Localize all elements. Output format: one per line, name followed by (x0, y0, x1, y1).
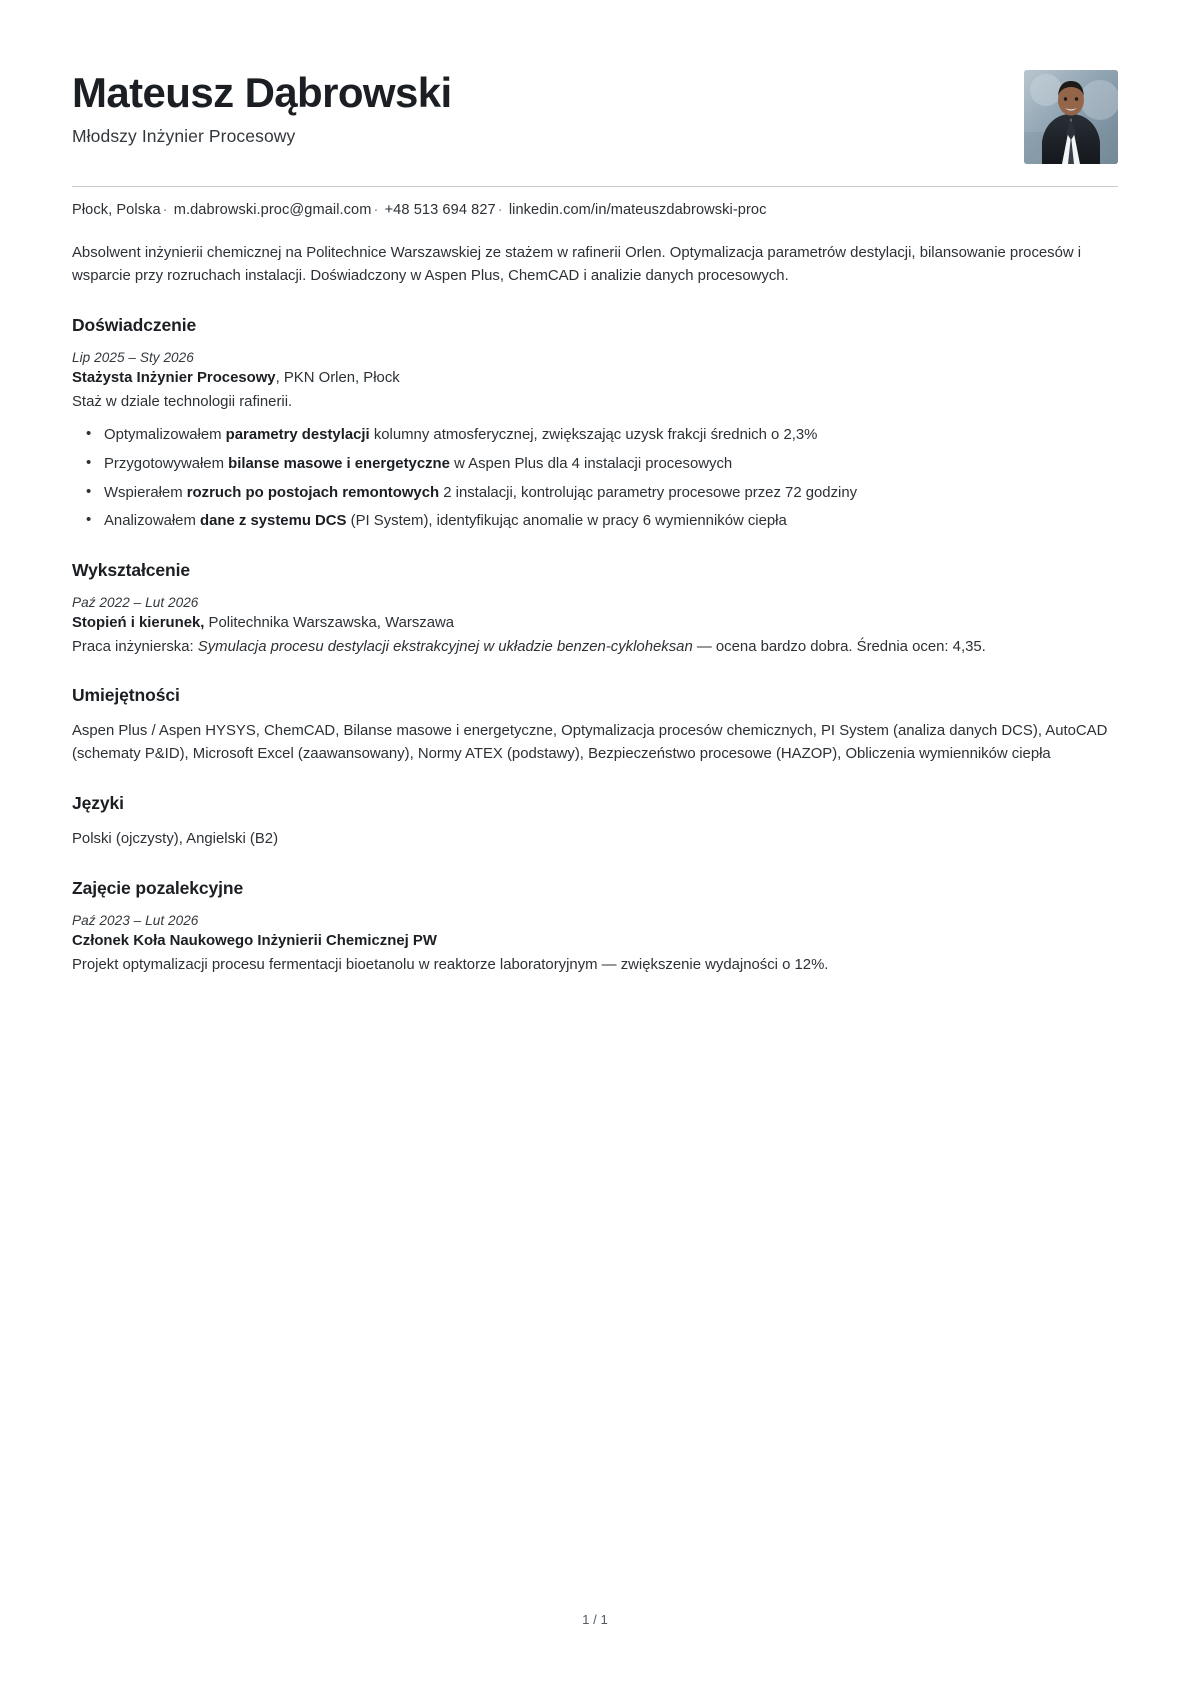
section-extracurricular (72, 878, 1118, 976)
experience-date: Lip 2025 – Sty 2026 (72, 350, 194, 366)
job-title: Młodszy Inżynier Procesowy (72, 126, 296, 147)
extracurricular-description: Projekt optymalizacji procesu fermentacji bioetanolu w reaktorze laboratoryjnym — zwiększenie wydajności o 12%. (72, 957, 829, 974)
thesis-title: Symulacja procesu destylacji ekstrakcyjnej w układzie benzen-cykloheksan (197, 638, 693, 655)
avatar (1024, 70, 1118, 164)
bullet-text-bold: dane z systemu DCS (200, 513, 347, 530)
thesis-label: Praca inżynierska: (72, 638, 198, 655)
list-item (104, 424, 1118, 447)
extracurricular-role: Członek Koła Naukowego Inżynierii Chemicznej PW (72, 933, 437, 950)
bullet-text-bold: parametry destylacji (225, 427, 370, 444)
languages-body: Polski (ojczysty), Angielski (B2) (72, 831, 279, 848)
section-education (72, 560, 1118, 658)
experience-entry (72, 350, 1118, 533)
contact-separator: · (162, 202, 168, 218)
experience-company: , PKN Orlen, Płock (275, 370, 400, 387)
experience-role: Stażysta Inżynier Procesowy (72, 370, 276, 387)
profile-photo-icon (1024, 70, 1118, 164)
bullet-text-bold: rozruch po postojach remontowych (186, 484, 440, 501)
skills-body: Aspen Plus / Aspen HYSYS, ChemCAD, Bilanse masowe i energetyczne, Optymalizacja procesów chemicznych, PI System (analiza danych DCS), AutoCAD (schematy P&ID), Microsoft Excel (zaawansowany), Normy ATEX (podstawy), Bezpieczeństwo procesowe (HAZOP), Obliczenia wymienników ciepła (72, 723, 1108, 763)
experience-role-line (72, 368, 1118, 390)
section-experience (72, 315, 1118, 533)
bullet-text-pre: Optymalizowałem (104, 427, 226, 444)
experience-bullet-list (72, 424, 1118, 533)
education-entry (72, 595, 1118, 658)
list-item (104, 453, 1118, 476)
education-date: Paź 2022 – Lut 2026 (72, 594, 199, 610)
summary-paragraph: Absolwent inżynierii chemicznej na Politechnice Warszawskiej ze stażem w rafinerii Orlen. Optymalizacja parametrów destylacji, bilansowanie procesów i wsparcie przy rozruchach instalacji. Doświadczony w Aspen Plus, ChemCAD i analizie danych procesowych. (72, 245, 1082, 285)
bullet-text-post: (PI System), identyfikując anomalie w pracy 6 wymienników ciepła (346, 513, 787, 530)
section-title-education: Wykształcenie (72, 559, 191, 580)
bullet-text-post: kolumny atmosferycznej, zwiększając uzysk frakcji średnich o 2,3% (369, 427, 818, 444)
bullet-text-pre: Przygotowywałem (104, 455, 229, 472)
resume-header (72, 52, 1118, 164)
bullet-text-pre: Wspierałem (104, 484, 187, 501)
experience-description: Staż w dziale technologii rafinerii. (72, 393, 293, 410)
contact-email[interactable]: m.dabrowski.proc@gmail.com (173, 202, 372, 218)
section-languages (72, 793, 1118, 851)
extracurricular-entry (72, 913, 1118, 976)
education-degree: Stopień i kierunek, (72, 614, 205, 631)
contact-separator: · (497, 202, 503, 218)
section-title-experience: Doświadczenie (72, 315, 197, 336)
contact-linkedin[interactable]: linkedin.com/in/mateuszdabrowski-proc (508, 202, 767, 218)
list-item (104, 482, 1118, 505)
education-school: Politechnika Warszawska, Warszawa (204, 614, 455, 631)
thesis-grade: — ocena bardzo dobra. Średnia ocen: 4,35. (692, 638, 986, 655)
bullet-text-post: w Aspen Plus dla 4 instalacji procesowych (449, 455, 733, 472)
page-title: Mateusz Dąbrowski (72, 69, 452, 116)
section-title-extracurricular: Zajęcie pozalekcyjne (72, 878, 244, 899)
section-title-languages: Języki (72, 793, 124, 814)
contact-separator: · (373, 202, 379, 218)
list-item (104, 510, 1118, 533)
extracurricular-role-line (72, 931, 1118, 953)
contact-line (72, 202, 1118, 218)
contact-phone[interactable]: +48 513 694 827 (384, 202, 496, 218)
section-title-skills: Umiejętności (72, 685, 180, 706)
section-skills (72, 685, 1118, 766)
contact-location: Płock, Polska (72, 202, 161, 218)
bullet-text-pre: Analizowałem (104, 513, 201, 530)
extracurricular-date: Paź 2023 – Lut 2026 (72, 913, 199, 929)
header-text-block (72, 66, 452, 147)
education-thesis-line (72, 636, 1118, 658)
header-divider (72, 186, 1118, 187)
bullet-text-bold: bilanse masowe i energetyczne (228, 455, 450, 472)
page-indicator: 1 / 1 (582, 1612, 608, 1627)
bullet-text-post: 2 instalacji, kontrolując parametry procesowe przez 72 godziny (439, 484, 858, 501)
education-degree-line (72, 613, 1118, 635)
